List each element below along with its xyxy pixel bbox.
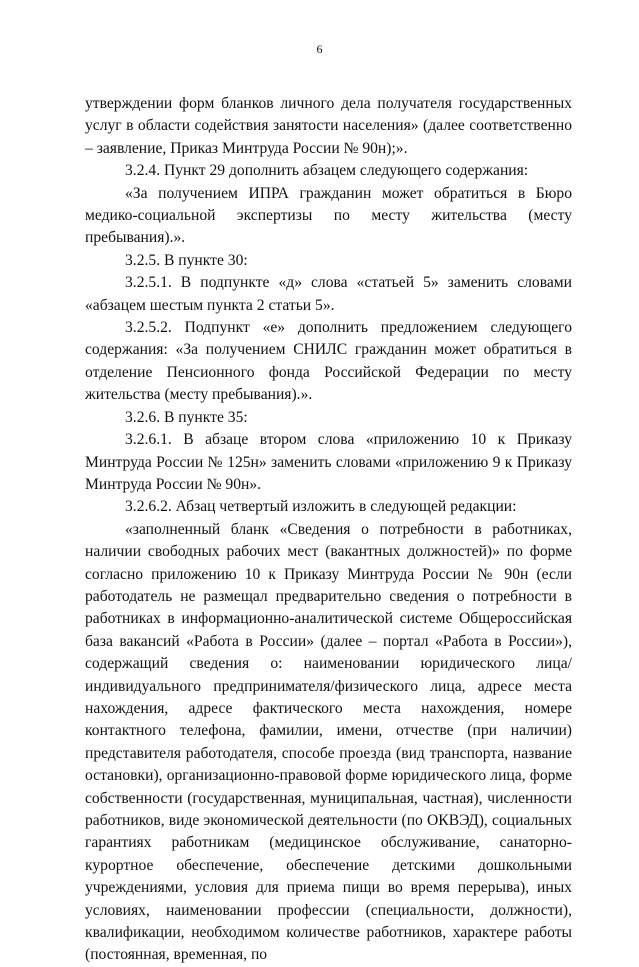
paragraph-3-2-6-2: 3.2.6.2. Абзац четвертый изложить в следующей редакции: xyxy=(125,498,517,516)
page-number: 6 xyxy=(316,42,323,56)
paragraph-3-2-5: 3.2.5. В пункте 30: xyxy=(125,251,248,269)
paragraph-3-2-6-1: 3.2.6.1. В абзаце втором слова «приложению 10 к Приказу Минтруда России № 125н» заменить словами «приложению 9 к Приказу Минтруда России № 90н». xyxy=(85,431,572,493)
paragraph-3-2-5-2: 3.2.5.2. Подпункт «е» дополнить предложением следующего содержания: «За получением СНИЛС гражданин может обратиться в отделение Пенсионного фонда Российской Федерации по месту жительства (месту пребывания).». xyxy=(85,319,572,404)
document-body xyxy=(85,93,572,967)
paragraph-continuation: утверждении форм бланков личного дела получателя государственных услуг в области содействия занятости населения» (далее соответственно – заявление, Приказ Минтруда России № 90н);». xyxy=(85,95,572,157)
paragraph-3-2-6: 3.2.6. В пункте 35: xyxy=(125,408,248,426)
paragraph-3-2-4: 3.2.4. Пункт 29 дополнить абзацем следующего содержания: xyxy=(125,162,529,180)
paragraph-3-2-5-1: 3.2.5.1. В подпункте «д» слова «статьей 5» заменить словами «абзацем шестым пункта 2 статьи 5». xyxy=(85,274,572,314)
paragraph-employer-form-quote: «заполненный бланк «Сведения о потребности в работниках, наличии свободных рабочих мест (вакантных должностей)» по форме согласно приложению 10 к Приказу Минтруда России № 90н (если работодатель не размещал предварительно сведения о потребности в работниках в информационно-аналитической системе Общероссийская база вакансий «Работа в России» (далее – портал «Работа в России»), содержащий сведения о: наименовании юридического лица/индивидуального предпринимателя/физического лица, адресе места нахождения, адресе фактического места нахождения, номере контактного телефона, фамилии, имени, отчестве (при наличии) представителя работодателя, способе проезда (вид транспорта, название остановки), организационно-правовой форме юридического лица, форме собственности (государственная, муниципальная, частная), численности работников, виде экономической деятельности (по ОКВЭД), социальных гарантиях работникам (медицинское обслуживание, санаторно-курортное обеспечение, обеспечение детскими дошкольными учреждениями, условия для приема пищи во время перерыва), иных условиях, наименовании профессии (специальности, должности), квалификации, необходимом количестве работников, характере работы (постоянная, временная, по xyxy=(85,520,572,964)
paragraph-ipra-quote: «За получением ИПРА гражданин может обратиться в Бюро медико-социальной экспертизы по месту жительства (месту пребывания).». xyxy=(85,184,572,247)
